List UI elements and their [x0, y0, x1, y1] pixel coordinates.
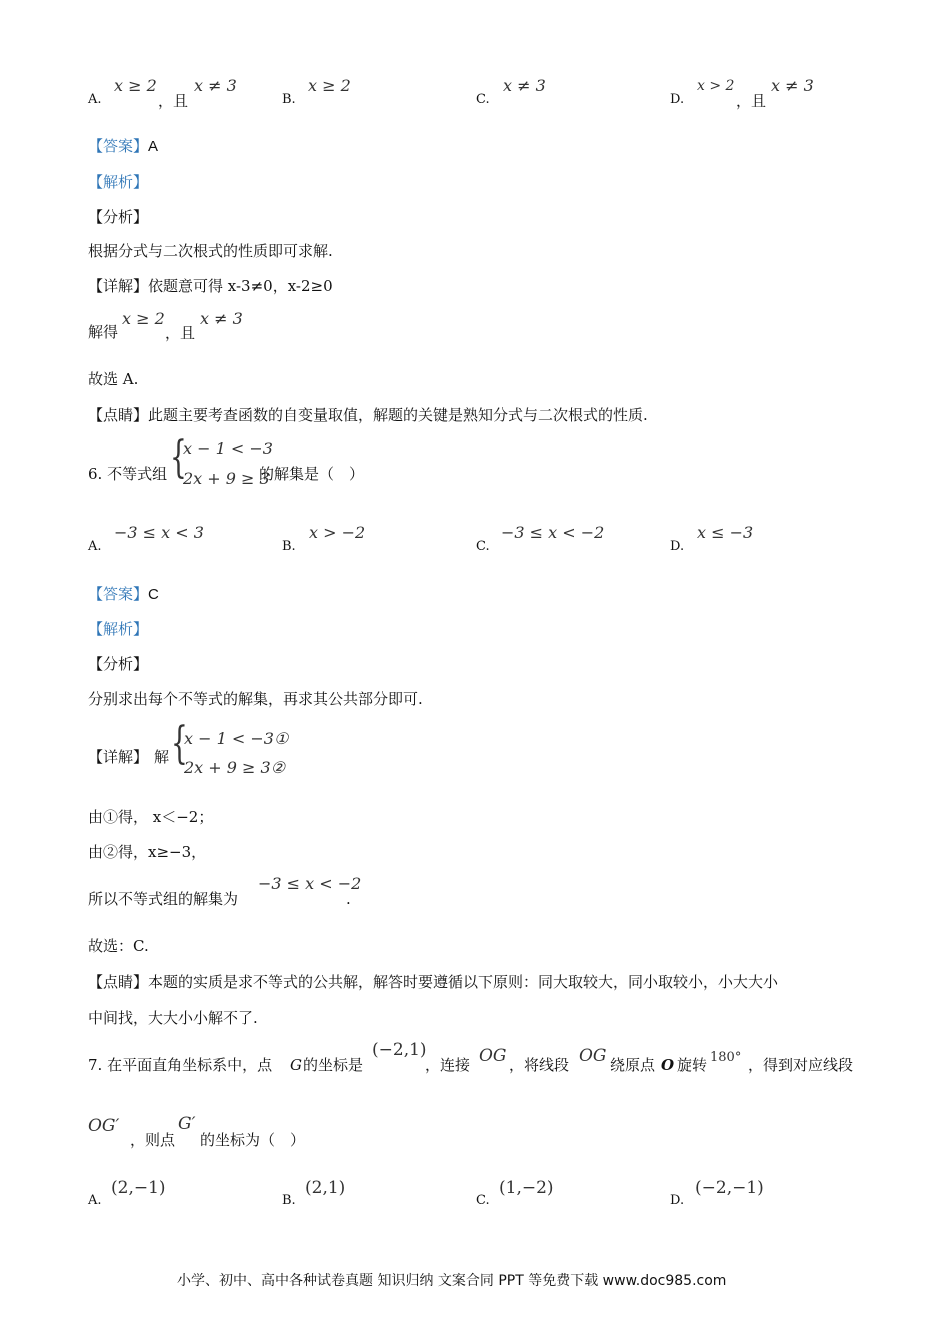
- analysis-label: 【解析】: [88, 173, 149, 191]
- q7-text: ，连接: [425, 1056, 471, 1074]
- option-letter: D.: [670, 1193, 685, 1208]
- q7-coord: (−2,1): [372, 1040, 427, 1060]
- option-math: x ≥ 2: [308, 76, 351, 95]
- q7-origin: O: [661, 1056, 675, 1074]
- choose-text: 故选 A.: [88, 370, 139, 388]
- option-letter: A.: [88, 1193, 102, 1208]
- option-math: x > 2: [697, 78, 735, 94]
- option-math: (2,1): [305, 1178, 346, 1198]
- option-math: x ≤ −3: [697, 523, 754, 542]
- solve-math: x ≠ 3: [200, 309, 243, 328]
- answer-tag: 【答案】: [88, 137, 149, 155]
- q7-text: ，则点: [130, 1131, 176, 1149]
- dianjing-line: [88, 972, 778, 992]
- option-letter: D.: [670, 92, 685, 107]
- option-math: (2,−1): [111, 1178, 166, 1198]
- option-conjunction: ，且: [158, 92, 189, 110]
- dianjing-label: 【点睛】: [88, 406, 149, 424]
- question-suffix: 的解集是（ ）: [259, 465, 365, 483]
- detail-label: 【详解】: [88, 748, 149, 766]
- fenxi-text: 分别求出每个不等式的解集，再求其公共部分即可.: [88, 690, 423, 708]
- analysis-label: 【解析】: [88, 620, 149, 638]
- q7-text: 的坐标是: [303, 1056, 364, 1074]
- answer-label: [88, 583, 159, 604]
- solve-conjunction: ，且: [165, 324, 196, 342]
- dianjing-text: 本题的实质是求不等式的公共解，解答时要遵循以下原则：同大取较大，同小取较小，小大大小: [148, 973, 779, 991]
- dianjing-line: [88, 405, 648, 425]
- step-3-suffix: .: [346, 890, 351, 908]
- q7-text: 绕原点: [610, 1056, 656, 1074]
- option-letter: D.: [670, 539, 685, 554]
- detail-label: 【详解】: [88, 277, 149, 295]
- option-letter: A.: [88, 539, 102, 554]
- q7-point: G: [290, 1056, 302, 1074]
- option-math: −3 ≤ x < 3: [114, 523, 204, 542]
- option-letter: C.: [476, 92, 490, 107]
- option-letter: B.: [282, 1193, 296, 1208]
- q7-point: G′: [178, 1114, 196, 1134]
- option-math: −3 ≤ x < −2: [501, 523, 605, 542]
- answer-value: A: [148, 138, 159, 155]
- option-math: x ≠ 3: [194, 76, 237, 95]
- solve-prefix: 解得: [88, 323, 119, 341]
- answer-tag: 【答案】: [88, 585, 149, 603]
- q7-segment: OG: [579, 1046, 607, 1066]
- page-footer: 小学、初中、高中各种试卷真题 知识归纳 文案合同 PPT 等免费下载 www.doc985.com: [177, 1273, 727, 1289]
- step-3-math: −3 ≤ x < −2: [258, 874, 362, 893]
- option-math: x > −2: [309, 523, 366, 542]
- answer-label: [88, 135, 158, 156]
- detail-prefix: 解: [154, 748, 170, 766]
- question-prefix: 6. 不等式组: [88, 465, 168, 483]
- system-line-1: x − 1 < −3: [183, 439, 273, 458]
- solve-math: x ≥ 2: [122, 309, 165, 328]
- step-2: 由②得，x≥−3，: [88, 843, 207, 861]
- option-letter: C.: [476, 539, 490, 554]
- q7-angle: 180°: [710, 1050, 742, 1065]
- q7-text: 的坐标为（ ）: [200, 1131, 306, 1149]
- step-3-prefix: 所以不等式组的解集为: [88, 890, 239, 908]
- option-conjunction: ，且: [736, 92, 767, 110]
- option-math: x ≥ 2: [114, 76, 157, 95]
- detail-line: [88, 276, 333, 296]
- fenxi-label: 【分析】: [88, 208, 149, 226]
- system-line-1: x − 1 < −3①: [184, 729, 289, 748]
- option-letter: C.: [476, 1193, 490, 1208]
- answer-value: C: [148, 586, 159, 603]
- left-brace: {: [171, 718, 188, 769]
- q7-segment: OG: [479, 1046, 507, 1066]
- option-math: x ≠ 3: [503, 76, 546, 95]
- q7-text: 旋转: [677, 1056, 708, 1074]
- dianjing-text-cont: 中间找，大大小小解不了.: [88, 1009, 258, 1027]
- dianjing-text: 此题主要考查函数的自变量取值，解题的关键是熟知分式与二次根式的性质.: [148, 406, 648, 424]
- system-line-2: 2x + 9 ≥ 3: [183, 469, 270, 488]
- fenxi-label: 【分析】: [88, 655, 149, 673]
- step-1: 由①得， x＜−2；: [88, 808, 214, 826]
- option-math: (1,−2): [499, 1178, 554, 1198]
- detail-text: 依题意可得 x-3≠0，x-2≥0: [148, 277, 333, 295]
- option-letter: B.: [282, 539, 296, 554]
- q7-segment: OG′: [88, 1116, 120, 1136]
- fenxi-text: 根据分式与二次根式的性质即可求解.: [88, 242, 333, 260]
- system-line-2: 2x + 9 ≥ 3②: [184, 758, 286, 777]
- choose-text: 故选：C.: [88, 937, 149, 955]
- option-letter: B.: [282, 92, 296, 107]
- q7-text: ，将线段: [509, 1056, 570, 1074]
- q7-text: 7. 在平面直角坐标系中，点: [88, 1056, 273, 1074]
- left-brace: {: [170, 432, 187, 483]
- option-math: x ≠ 3: [771, 76, 814, 95]
- option-math: (−2,−1): [695, 1178, 764, 1198]
- dianjing-label: 【点睛】: [88, 973, 149, 991]
- option-letter: A.: [88, 92, 102, 107]
- q7-text: ，得到对应线段: [748, 1056, 854, 1074]
